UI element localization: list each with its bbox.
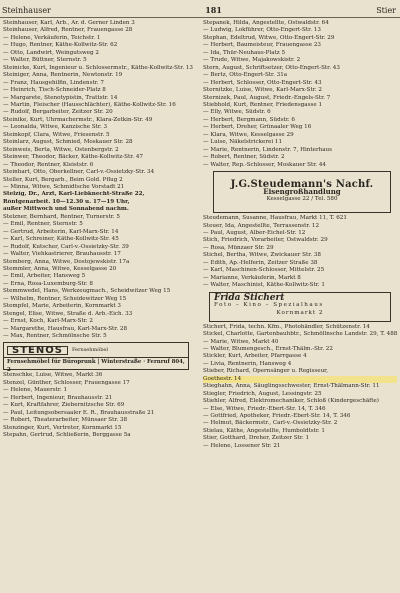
directory-entry: — Minna, Witwe, Schmidtsche Vorstadt 21 (3, 183, 125, 190)
directory-entry: — Ludwig, Lokführer, Otto-Engert-Str. 13 (203, 27, 321, 34)
stenos-advertisement (3, 342, 189, 373)
directory-entry: Stepahn, Gertrud, Schließerin, Berggasse 5a (3, 432, 131, 439)
stenos-logo: STENOS (7, 346, 68, 355)
directory-entry: — Robert, Theaterarbeiter, Münsaer Str. 38 (3, 417, 128, 424)
directory-entry: Steinwer, Theodor, Bäcker, Käthe-Kollwitz-Str. 47 (3, 154, 143, 161)
directory-entry: — Theodor, Rentner, Kleiststr. 6 (3, 161, 94, 168)
directory-entry: Steinike, Kurt, Uhrmachermstr., Klara-Zetkin-Str. 49 (3, 116, 153, 123)
stichert-address: Kornmarkt 2 (276, 309, 324, 316)
directory-entry: — Paul, August, Alber-Eichel-Str. 12 (203, 229, 306, 236)
directory-entry: Stephan, Edeltrud, Witwe, Otto-Engert-Str. 29 (203, 34, 335, 41)
directory-entry: Steuer, Ida, Angestellte, Terrassenstr. 12 (203, 222, 320, 229)
header-right-keyword: Stier (376, 5, 396, 15)
directory-entry: — Ernst, Koch, Karl-Marx-Str. 2 (3, 318, 93, 325)
directory-entry: — Kurt, Kraftfahrer, Ziebernitzsche Str. 69 (3, 402, 125, 409)
stichert-advertisement (209, 292, 391, 322)
directory-entry: — Emil, Arbeiter, Hansweg 5 (3, 273, 86, 280)
directory-entry: Steinhauser, Karl, Arb., Ar. d. Gerner Linden 3 (3, 20, 135, 26)
directory-entry: — Edith, Ap.-Helferin, Zeitzer Straße 38 (203, 259, 318, 266)
directory-entry: Steinlarz, August, Schmied, Moskauer Str. 28 (3, 139, 133, 146)
directory-entry: — Marie, Witwe, Markt 40 (203, 338, 279, 345)
directory-entry: — Rudolf, Kutscher, Carl-v.-Ossietzky-Str. 39 (3, 243, 129, 250)
directory-entry: Stickler, Kurt, Arbeiter, Pfarrgasse 4 (203, 353, 307, 360)
directory-entry: Stelzig, Dr., Arzt, Karl-Liebknecht-Straße 22, (3, 191, 145, 198)
directory-entry: Goethestr. 14 (203, 376, 397, 383)
steudemann-subtitle: Eisengroßhandlung (263, 187, 341, 197)
directory-entry: Stelzner, Bernhard, Rentner, Turnerstr. 5 (3, 213, 120, 220)
directory-entry: — Walter, Viehkastrierer, Brauhausstr. 17 (3, 251, 121, 258)
directory-entry: Stenschke, Luise, Witwe, Markt 36 (3, 372, 103, 379)
directory-entry: — Walter, Blumengesch., Ernst-Thälm.-Str. 22 (203, 345, 333, 352)
directory-entry: — Karl, Schreiner, Käthe-Kollwitz-Str. 45 (3, 236, 119, 243)
directory-entry: Stich, Friedrich, Vorarbeiter, Ostwaldstr. 29 (203, 237, 328, 244)
directory-entry: — Livia, Rentnerin, Hansweg 4 (203, 360, 292, 367)
directory-entry: — Margarete, Stenotypistin, Trattstr. 14 (3, 94, 118, 101)
directory-entry: Stiehler, Alfred, Elektromechaniker, Schloß (Kindergeschäfte) (203, 398, 379, 405)
directory-entry: — Otto, Landwirt, Weingutsweg 2 (3, 49, 99, 56)
directory-entry: Stichert, Frida, techn. Kfm., Photohändler, Schützenstr. 14 (203, 323, 370, 330)
stenos-bottom-line: Fernsehmöbel für Büroprunk | Winterstraße · Fernruf 804, 2 (4, 357, 188, 375)
directory-entry: — Else, Witwe, Friedr.-Ebert-Str. 14, T. 346 (203, 405, 326, 412)
directory-entry: Stepanek, Hilda, Angestellte, Ostwaldstr. 64 (203, 20, 329, 26)
directory-entry: — Leonalda, Witwe, Kanzische Str. 3 (3, 124, 108, 131)
directory-entry: — Ida, Thür-Neuhaus-Platz 5 (203, 49, 286, 56)
page-number: 181 (205, 5, 222, 15)
directory-entry: Stenzinger, Kurt, Vertreter, Kornmarkt 15 (3, 424, 122, 431)
doctor-notice (3, 191, 197, 213)
directory-entry: — Bertz, Otto-Engert-Str. 31a (203, 72, 288, 79)
directory-entry: Stickel, Charlotte, Gartenbauhbtr., Schmöllnsche Landstr. 29, T. 488 (203, 331, 397, 338)
directory-entry: Steudemann, Susanne, Hausfrau, Markt 11, T. 621 (203, 215, 347, 222)
directory-entry: Stiebhold, Kurt, Rentner, Friedensgasse 1 (203, 101, 323, 108)
directory-entry: Stieghahn, Anna, Säuglingsschwester, Ernst-Thälmann-Str. 11 (203, 383, 380, 390)
steudemann-title: J.G.Steudemann's Nachf. (230, 178, 374, 190)
directory-entry: Stieber, Richard, Opernsänger u. Regisseur, (203, 368, 329, 375)
stichert-title: Frida Stichert (214, 292, 285, 303)
directory-entry: — Heinrich, Tisch-Schneider-Platz 8 (3, 87, 106, 94)
stenos-tagline: Fernsehmöbel (71, 346, 108, 353)
entries-right-top (203, 20, 397, 169)
directory-entry: Stielau, Käthe, Angestellte, Humboldtstr. 1 (203, 427, 325, 434)
directory-entry: — Karl, Maschinen-Schlosser, Mittelstr. 25 (203, 267, 325, 274)
directory-entry: Stempfel, Marie, Arbeiterin, Kornmarkt 3 (3, 303, 121, 310)
directory-entry: — Franz, Hausgehilfin, Lindenstr. 7 (3, 79, 104, 86)
directory-entry: Stemberg, Anna, Witwe, Dostojewskistr. 17a (3, 258, 130, 265)
stichert-services: Foto – Kino – Spezialhaus (214, 302, 324, 309)
directory-entry: — Hugo, Rentner, Käthe-Kollwitz-Str. 62 (3, 42, 118, 49)
directory-entry: Steinkopf, Clara, Witwe, Friesenstr. 5 (3, 131, 110, 138)
directory-entry: — Trude, Witwe, Majakowskistr. 2 (203, 57, 301, 64)
directory-entry: Stichel, Bertha, Witwe, Zwickauer Str. 38 (203, 252, 321, 259)
directory-entry: — Gertrud, Arbeiterin, Karl-Marx-Str. 14 (3, 228, 119, 235)
directory-entry: Steinicke, Kurt, Ingenieur u. Schlossermstr., Käthe-Kollwitz-Str. 13 (3, 64, 193, 71)
directory-entry: Steller, Kurt, Bergarb., Beim Gold. Pflug 2 (3, 176, 123, 183)
header-rule (0, 17, 400, 18)
header-left-keyword: Steinhauser (2, 5, 51, 15)
directory-entry: — Walter, Rep.-Schlosser, Moskauer Str. 44 (203, 161, 326, 168)
directory-entry: — Marianne, Verkäuferin, Markt 8 (203, 274, 301, 281)
directory-entry: Stengel, Elise, Witwe, Straße d. Arb.-Eich. 33 (3, 310, 133, 317)
directory-entry: Stier, Gotthard, Dreher, Zeitzer Str. 1 (203, 435, 310, 442)
directory-entry: — Luise, Näkelstrickerei 11 (203, 139, 283, 146)
right-column (203, 20, 397, 450)
directory-entry: Steinhart, Otto, Oberkellner, Carl-v.-Ossietzky-Str. 34 (3, 169, 155, 176)
directory-entry: — Paul, Leitungsobersaaler E. R., Brauhausstraße 21 (3, 409, 155, 416)
directory-entry: — Emil, Rentner, Sternstr. 5 (3, 221, 83, 228)
directory-entry: — Marie, Rentnerin, Lindenstr. 7, Hinterhaus (203, 146, 333, 153)
steudemann-address: Kesselgasse 22 / Tel. 580 (266, 195, 338, 202)
directory-entry: — Rudolf, Bergarbeiter, Zeitzer Str. 20 (3, 109, 113, 116)
directory-entry: — Helmut, Bäckermstr., Carl-v.-Ossietzky-Str. 2 (203, 420, 338, 427)
directory-entry: — Wilhelm, Rentner, Scheidewitzer Weg 15 (3, 295, 127, 302)
directory-entry: Sternizek, Paul, August, Friedr.-Engels-Str. 7 (203, 94, 331, 101)
directory-entry: — Rosa, Münzaer Str. 29 (203, 244, 274, 251)
directory-entry: — Herbert, Baumeisteur, Frauengasse 23 (203, 42, 321, 49)
entries-left-top (3, 20, 197, 191)
left-column (3, 20, 197, 440)
directory-entry: Stern, August, Schriftsetzer, Otto-Engert-Str. 43 (203, 64, 340, 71)
directory-entry: — Erna, Rosa-Luxemburg-Str. 8 (3, 280, 93, 287)
directory-entry: — Herbert, Schlosser, Otto-Engert-Str. 43 (203, 79, 322, 86)
directory-entry: Steiniger, Anna, Rentnerin, Newtonstr. 19 (3, 72, 123, 79)
directory-entry: Steinhauser, Alfred, Rentner, Frauengasse 28 (3, 27, 133, 34)
directory-entry: Stenzel, Günther, Schlosser, Frauengasse 17 (3, 379, 130, 386)
entries-left-bottom (3, 372, 197, 439)
directory-entry: Stemmwedel, Hans, Werkzeugmach., Scheidwitzer Weg 15 (3, 288, 171, 295)
directory-entry: — Helene, Mauerstr. 1 (3, 387, 68, 394)
entries-right-bottom (203, 324, 397, 451)
directory-entry: — Gottfried, Apotheker, Friedr.-Ebert-Str. 14, T. 346 (203, 413, 351, 420)
page-header (2, 4, 396, 16)
entries-left-mid (3, 214, 197, 341)
entries-right-mid (203, 215, 397, 290)
directory-entry: — Elly, Witwe, Südstr. 6 (203, 109, 271, 116)
directory-entry: — Walter, Büttner, Sternstr. 5 (3, 57, 87, 64)
directory-entry: — Klara, Witwe, Kesselgasse 29 (203, 131, 294, 138)
directory-entry: — Max, Rentner, Schmölnsche Str. 5 (3, 333, 107, 340)
directory-entry: Sternitzke, Luise, Witwe, Karl-Marx-Str. 2 (203, 87, 322, 94)
directory-entry: — Martin, Fleischer (Hausschlächter), Käthe-Kollwitz-Str. 16 (3, 101, 176, 108)
directory-entry: — Herbert, Dreher, Grünaaler Weg 16 (203, 124, 312, 131)
directory-entry: — Herbert, Ingenieur, Brauhausstr. 21 (3, 394, 113, 401)
directory-entry: Steinweis, Berta, Witwe, Ostenbergstr. 2 (3, 146, 119, 153)
directory-entry: — Herbert, Bergmann, Südstr. 6 (203, 116, 295, 123)
directory-entry: — Walter, Maschinist, Käthe-Kollwitz-Str. 1 (203, 282, 325, 289)
directory-entry: — Robert, Rentner, Südstr. 2 (203, 154, 285, 161)
directory-entry: — Margarethe, Hausfrau, Karl-Marx-Str. 28 (3, 325, 128, 332)
directory-entry: — Helene, Lossener Str. 21 (203, 442, 281, 449)
steudemann-advertisement (213, 171, 391, 213)
directory-entry: Stemmler, Anna, Witwe, Kesselgasse 20 (3, 265, 117, 272)
directory-entry: Röntgenarbeit. 10—12.30 u. 17—19 Uhr, (3, 198, 130, 205)
directory-entry: außer Mittwoch und Sonnabend nachm. (3, 206, 129, 213)
directory-entry: Stiegler, Friedrich, August, Lessingstr. 25 (203, 390, 322, 397)
directory-entry: — Helene, Verkäuferin, Teichstr. 1 (3, 34, 101, 41)
